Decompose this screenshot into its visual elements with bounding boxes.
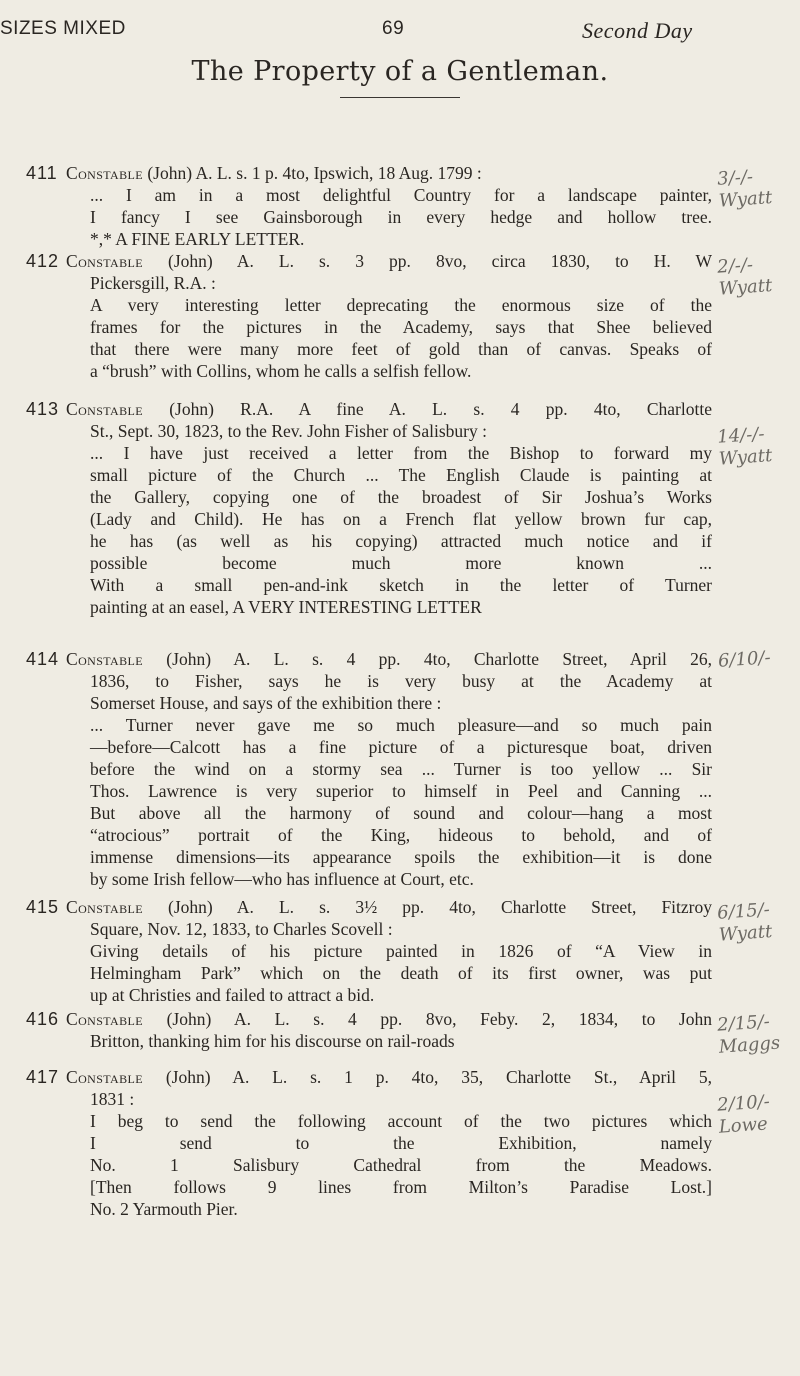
lot-line: ... I have just received a letter from the Bishop to forward my: [90, 443, 712, 463]
lot-description: [66, 162, 712, 250]
lot-line: Thos. Lawrence is very superior to himself in Peel and Canning ...: [90, 781, 712, 801]
lot-line: Constable (John) A. L. s. 3 pp. 8vo, circa 1830, to H. W: [66, 251, 712, 271]
lot-line: 1831 :: [90, 1089, 135, 1109]
lot-line: ... Turner never gave me so much pleasure—and so much pain: [90, 715, 712, 735]
handwritten-price: 6/10/-: [717, 647, 772, 672]
lot-line: the Gallery, copying one of the broadest of Sir Joshua’s Works: [90, 487, 712, 507]
lot-line: With a small pen-and-ink sketch in the letter of Turner: [90, 575, 712, 595]
lot-line: 1836, to Fisher, says he is very busy at the Academy at: [90, 671, 712, 691]
lot-line: No. 1 Salisbury Cathedral from the Meadows.: [90, 1155, 712, 1175]
handwritten-price: 6/15/- Wyatt: [716, 899, 773, 946]
header-day: Second Day: [582, 18, 693, 43]
lot-line: small picture of the Church ... The English Claude is painting at: [90, 465, 712, 485]
lot-description: [66, 1066, 712, 1220]
lot-line: by some Irish fellow—who has influence at Court, etc.: [90, 869, 474, 889]
page-number: 69: [382, 18, 405, 39]
lot-description: [66, 896, 712, 1006]
lot-number: 411: [26, 163, 58, 183]
page-header: [0, 14, 800, 46]
lot-line: Constable (John) A. L. s. 1 p. 4to, Ipswich, 18 Aug. 1799 :: [66, 163, 482, 183]
lot-line: Constable (John) A. L. s. 1 p. 4to, 35, Charlotte St., April 5,: [66, 1067, 712, 1087]
handwritten-price: 2/10/- Lowe: [716, 1091, 771, 1138]
lot-line: a “brush” with Collins, whom he calls a selfish fellow.: [90, 361, 472, 381]
lot-description: [66, 648, 712, 890]
lot-line: before the wind on a stormy sea ... Turner is too yellow ... Sir: [90, 759, 712, 779]
lot-number: 417: [26, 1067, 60, 1087]
lot-line: St., Sept. 30, 1823, to the Rev. John Fisher of Salisbury :: [90, 421, 487, 441]
lot-description: [66, 398, 712, 618]
lot-line: ... I am in a most delightful Country for a landscape painter,: [90, 185, 712, 205]
header-sizes-mixed: SIZES MIXED: [0, 18, 126, 39]
handwritten-price: 14/-/- Wyatt: [716, 423, 773, 470]
lot-line: I beg to send the following account of the two pictures which: [90, 1111, 712, 1131]
lot-line: Somerset House, and says of the exhibition there :: [90, 693, 442, 713]
section-title-text: The Property of a Gentleman.: [191, 56, 609, 87]
lot-line: possible become much more known ...: [90, 553, 712, 573]
lot-line: Pickersgill, R.A. :: [90, 273, 216, 293]
lot-line: Helmingham Park” which on the death of its first owner, was put: [90, 963, 712, 983]
lot-line: painting at an easel, A VERY INTERESTING LETTER: [90, 597, 482, 617]
lot-line: Giving details of his picture painted in 1826 of “A View in: [90, 941, 712, 961]
lot-line: Constable (John) R.A. A fine A. L. s. 4 pp. 4to, Charlotte: [66, 399, 712, 419]
lot-line: But above all the harmony of sound and colour—hang a most: [90, 803, 712, 823]
lot-line: I fancy I see Gainsborough in every hedge and hollow tree.: [90, 207, 712, 227]
title-rule: [340, 97, 460, 98]
lot-line: Constable (John) A. L. s. 3½ pp. 4to, Charlotte Street, Fitzroy: [66, 897, 712, 917]
handwritten-price: 3/-/- Wyatt: [716, 166, 773, 212]
lot-line: *,* A FINE EARLY LETTER.: [90, 229, 305, 249]
section-title: [0, 56, 800, 98]
lot-line: immense dimensions—its appearance spoils the exhibition—it is done: [90, 847, 712, 867]
lot-line: Constable (John) A. L. s. 4 pp. 4to, Charlotte Street, April 26,: [66, 649, 712, 669]
lot-number: 414: [26, 649, 60, 669]
lot-line: A very interesting letter deprecating the enormous size of the: [90, 295, 712, 315]
lot-line: Square, Nov. 12, 1833, to Charles Scovell :: [90, 919, 393, 939]
lot-line: Constable (John) A. L. s. 4 pp. 8vo, Feby. 2, 1834, to John: [66, 1009, 712, 1029]
lot-line: I send to the Exhibition, namely: [90, 1133, 712, 1153]
lot-line: he has (as well as his copying) attracted much notice and if: [90, 531, 712, 551]
lot-description: [66, 1008, 712, 1052]
lot-line: (Lady and Child). He has on a French flat yellow brown fur cap,: [90, 509, 712, 529]
handwritten-price: 2/-/- Wyatt: [716, 254, 773, 300]
lot-line: —before—Calcott has a fine picture of a picturesque boat, driven: [90, 737, 712, 757]
lot-number: 415: [26, 897, 60, 917]
lot-line: frames for the pictures in the Academy, says that Shee believed: [90, 317, 712, 337]
lot-number: 412: [26, 251, 60, 271]
lot-line: up at Christies and failed to attract a bid.: [90, 985, 375, 1005]
lot-line: “atrocious” portrait of the King, hideous to behold, and of: [90, 825, 712, 845]
lot-number: 413: [26, 399, 60, 419]
lot-line: No. 2 Yarmouth Pier.: [90, 1199, 238, 1219]
lot-line: that there were many more feet of gold than of canvas. Speaks of: [90, 339, 712, 359]
lot-number: 416: [26, 1009, 60, 1029]
handwritten-price: 2/15/- Maggs: [716, 1011, 781, 1058]
lot-line: Britton, thanking him for his discourse on rail-roads: [90, 1031, 455, 1051]
lot-description: [66, 250, 712, 382]
lot-line: [Then follows 9 lines from Milton’s Paradise Lost.]: [90, 1177, 712, 1197]
